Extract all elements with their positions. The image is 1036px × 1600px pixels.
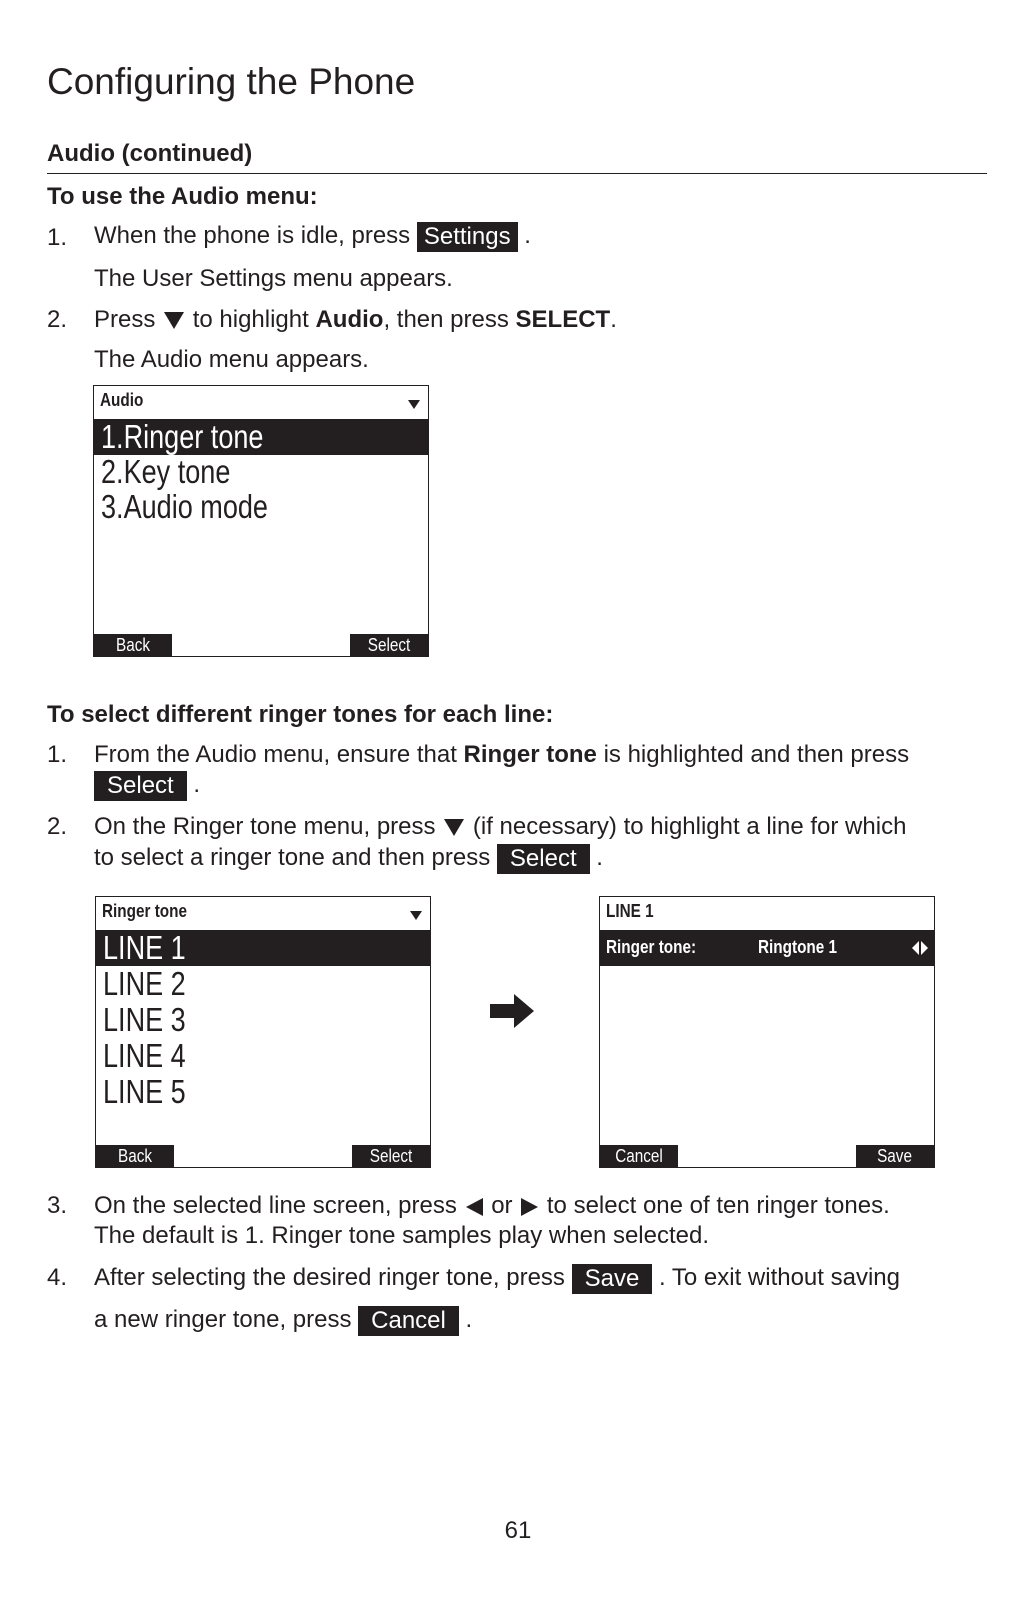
screen-title: Audio [100,390,144,410]
ringer-tone-row [600,930,934,966]
use-audio-step2: Press to highlight Audio, then press SELECT. [94,306,617,333]
menu-item-line-1: LINE 1 [96,930,430,966]
settings-key: Settings [417,222,518,252]
menu-item-key-tone: 2.Key tone [101,453,231,490]
ringer-tone-screen [95,896,431,1168]
use-audio-heading: To use the Audio menu: [47,183,318,210]
section-rule [47,173,987,174]
screen-title: Ringer tone [102,901,188,921]
save-softkey: Save [856,1145,934,1167]
down-triangle-icon [164,312,184,329]
step-number: 2. [47,813,68,840]
menu-item-line-2: LINE 2 [103,965,186,1002]
select-softkey: Select [350,634,428,656]
ringer-step1-line2: Select . [94,770,200,801]
left-right-arrows-icon [912,940,928,956]
ringer-step2-line2: to select a ringer tone and then press Select . [94,844,603,872]
cancel-key: Cancel [358,1306,459,1336]
dropdown-caret-icon [410,911,422,920]
menu-item-line-4: LINE 4 [103,1037,186,1074]
ringer-step3-line2: The default is 1. Ringer tone samples play when selected. [94,1222,710,1249]
back-softkey: Back [94,634,172,656]
page-title: Configuring the Phone [47,61,416,102]
select-key: Select [94,771,187,801]
arrow-right-icon [490,991,536,1031]
menu-item-ringer-tone: 1.Ringer tone [94,419,428,455]
ringer-tone-value: Ringtone 1 [758,937,838,957]
down-triangle-icon [444,819,464,836]
ringer-step4-line2: a new ringer tone, press Cancel . [94,1306,473,1334]
save-key: Save [572,1264,653,1294]
menu-item-audio-mode: 3.Audio mode [101,488,268,525]
dropdown-caret-icon [408,400,420,409]
back-softkey: Back [96,1145,174,1167]
step-number: 1. [47,741,68,768]
menu-item-line-3: LINE 3 [103,1001,186,1038]
left-triangle-icon [466,1198,483,1216]
right-triangle-icon [521,1198,538,1216]
ringer-heading: To select different ringer tones for each line: [47,701,554,728]
select-key: Select [497,844,590,874]
select-softkey: Select [352,1145,430,1167]
ringer-step3-line1: On the selected line screen, press or to select one of ten ringer tones. [94,1192,890,1219]
use-audio-step2-result: The Audio menu appears. [94,346,369,373]
ringer-step4-line1: After selecting the desired ringer tone, press Save . To exit without saving [94,1264,900,1292]
screen-title: LINE 1 [606,901,654,921]
audio-menu-screen [93,385,429,657]
section-heading: Audio (continued) [47,140,253,167]
cancel-softkey: Cancel [600,1145,678,1167]
use-audio-step1: When the phone is idle, press Settings . [94,222,531,250]
line1-screen [599,896,935,1168]
step-number: 3. [47,1192,68,1219]
use-audio-step1-result: The User Settings menu appears. [94,265,453,292]
ringer-step1-line1: From the Audio menu, ensure that Ringer tone is highlighted and then press [94,741,910,768]
ringer-tone-label: Ringer tone: [606,937,697,957]
page-number: 61 [504,1517,532,1544]
step-number: 1. [47,224,68,251]
step-number: 4. [47,1264,68,1291]
step-number: 2. [47,306,68,333]
menu-item-line-5: LINE 5 [103,1073,186,1110]
ringer-step2-line1: On the Ringer tone menu, press (if necessary) to highlight a line for which [94,813,907,840]
